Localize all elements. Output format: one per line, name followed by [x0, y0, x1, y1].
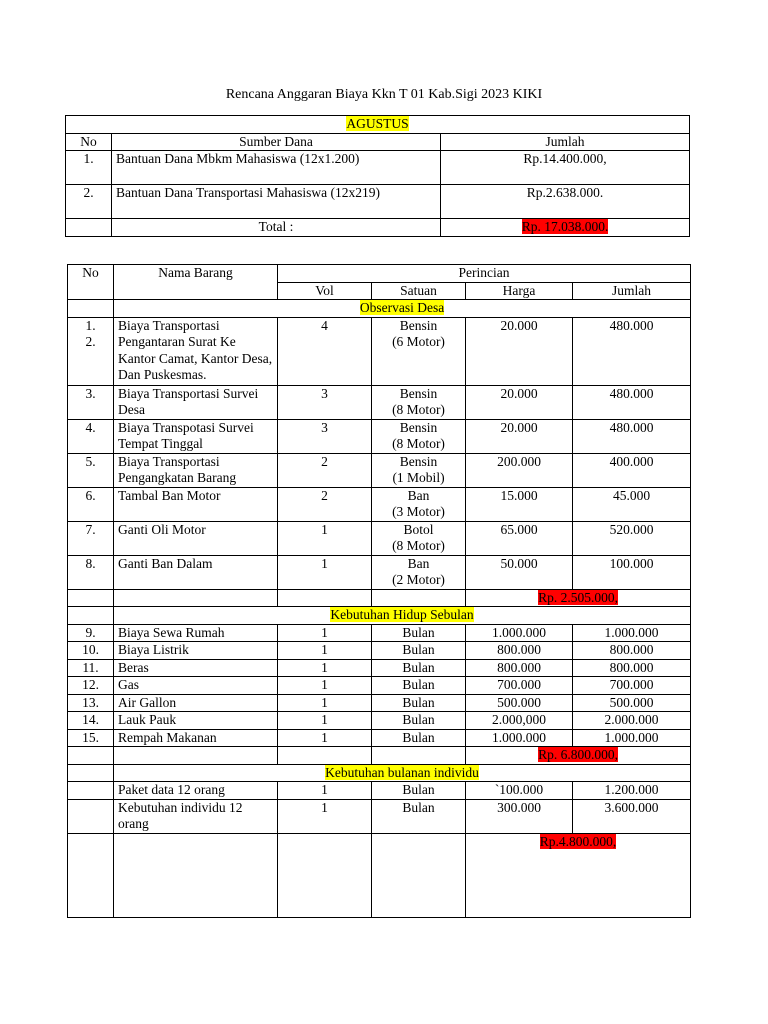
- row-unit: Bulan: [372, 782, 466, 800]
- row-vol: 2: [278, 487, 372, 521]
- table-row: [68, 555, 691, 589]
- row-unit: Botol (8 Motor): [372, 521, 466, 555]
- row-amount: 1.200.000: [573, 782, 691, 800]
- row-amount: 500.000: [573, 694, 691, 712]
- row-source: Bantuan Dana Transportasi Mahasiswa (12x219): [112, 185, 441, 219]
- row-no: [68, 799, 114, 833]
- row-amount: 800.000: [573, 659, 691, 677]
- subtotal-value: Rp.4.800.000,: [539, 833, 617, 849]
- row-price: 300.000: [466, 799, 573, 833]
- col-header-detail: Perincian: [278, 265, 691, 283]
- row-amount: 400.000: [573, 453, 691, 487]
- row-vol: 1: [278, 712, 372, 730]
- subtotal-row: [68, 747, 691, 765]
- row-vol: 1: [278, 782, 372, 800]
- row-amount: 100.000: [573, 555, 691, 589]
- empty-cell: [372, 747, 466, 765]
- empty-cell: [278, 833, 372, 917]
- row-price: 50.000: [466, 555, 573, 589]
- row-no: 3.: [68, 385, 114, 419]
- row-item: Kebutuhan individu 12 orang: [114, 799, 278, 833]
- row-unit: Bensin (1 Mobil): [372, 453, 466, 487]
- row-price: 500.000: [466, 694, 573, 712]
- month-label: AGUSTUS: [346, 116, 409, 131]
- subtotal-row: [68, 833, 691, 917]
- row-unit: Bulan: [372, 677, 466, 695]
- row-unit: Bensin (8 Motor): [372, 419, 466, 453]
- row-no: 8.: [68, 555, 114, 589]
- row-vol: 1: [278, 694, 372, 712]
- subtotal-value: Rp. 2.505.000,: [538, 589, 618, 605]
- row-item: Paket data 12 orang: [114, 782, 278, 800]
- table-row: [68, 712, 691, 730]
- section-title: Kebutuhan bulanan individu: [325, 764, 479, 780]
- row-no: 13.: [68, 694, 114, 712]
- table-row: [68, 694, 691, 712]
- row-item: Ganti Ban Dalam: [114, 555, 278, 589]
- subtotal-row: [68, 589, 691, 607]
- row-vol: 3: [278, 385, 372, 419]
- table-row: [68, 799, 691, 833]
- row-no: 7.: [68, 521, 114, 555]
- table-row: [68, 453, 691, 487]
- table-row: [68, 659, 691, 677]
- row-no: 15.: [68, 729, 114, 747]
- row-unit: Bulan: [372, 729, 466, 747]
- row-amount: 1.000.000: [573, 624, 691, 642]
- row-no: 14.: [68, 712, 114, 730]
- section-row: [68, 300, 691, 318]
- row-price: 2.000,000: [466, 712, 573, 730]
- empty-cell: [372, 833, 466, 917]
- funding-table: [65, 115, 690, 237]
- row-price: 20.000: [466, 385, 573, 419]
- row-amount: 480.000: [573, 385, 691, 419]
- row-unit: Bulan: [372, 642, 466, 660]
- row-unit: Bulan: [372, 712, 466, 730]
- row-price: 200.000: [466, 453, 573, 487]
- row-item: Biaya Transportasi Survei Desa: [114, 385, 278, 419]
- total-cell: [441, 219, 690, 237]
- total-row: [66, 219, 690, 237]
- row-no: 1. 2.: [68, 317, 114, 385]
- section-cell: [114, 607, 691, 625]
- empty-cell: [372, 589, 466, 607]
- col-header-no: No: [66, 133, 112, 151]
- row-price: 20.000: [466, 419, 573, 453]
- row-amount: Rp.2.638.000.: [441, 185, 690, 219]
- row-no: 1.: [66, 151, 112, 185]
- row-amount: Rp.14.400.000,: [441, 151, 690, 185]
- empty-cell: [114, 589, 278, 607]
- row-item: Beras: [114, 659, 278, 677]
- table-row: [68, 521, 691, 555]
- section-cell: [114, 764, 691, 782]
- table-row: [66, 185, 690, 219]
- row-no: 11.: [68, 659, 114, 677]
- row-no: 4.: [68, 419, 114, 453]
- table-row: [68, 487, 691, 521]
- empty-cell: [68, 607, 114, 625]
- row-vol: 1: [278, 555, 372, 589]
- table-row: [68, 642, 691, 660]
- table-row: [68, 385, 691, 419]
- row-amount: 700.000: [573, 677, 691, 695]
- col-header-amount: Jumlah: [441, 133, 690, 151]
- empty-cell: [114, 833, 278, 917]
- col-header-price: Harga: [466, 282, 573, 300]
- row-vol: 1: [278, 677, 372, 695]
- row-unit: Bensin (8 Motor): [372, 385, 466, 419]
- row-item: Gas: [114, 677, 278, 695]
- row-unit: Ban (3 Motor): [372, 487, 466, 521]
- row-vol: 1: [278, 659, 372, 677]
- row-item: Biaya Transportasi Pengantaran Surat Ke Kantor Camat, Kantor Desa, Dan Puskesmas.: [114, 317, 278, 385]
- total-value: Rp. 17.038.000.: [521, 219, 609, 234]
- row-vol: 2: [278, 453, 372, 487]
- row-item: Biaya Listrik: [114, 642, 278, 660]
- row-no: 6.: [68, 487, 114, 521]
- row-no: 2.: [66, 185, 112, 219]
- row-amount: 480.000: [573, 317, 691, 385]
- empty-cell: [68, 747, 114, 765]
- col-header-amount: Jumlah: [573, 282, 691, 300]
- row-vol: 4: [278, 317, 372, 385]
- row-amount: 1.000.000: [573, 729, 691, 747]
- empty-cell: [66, 219, 112, 237]
- row-amount: 800.000: [573, 642, 691, 660]
- row-price: `100.000: [466, 782, 573, 800]
- row-unit: Ban (2 Motor): [372, 555, 466, 589]
- row-price: 20.000: [466, 317, 573, 385]
- row-source: Bantuan Dana Mbkm Mahasiswa (12x1.200): [112, 151, 441, 185]
- empty-cell: [68, 589, 114, 607]
- table-row: [68, 624, 691, 642]
- row-vol: 3: [278, 419, 372, 453]
- row-item: Tambal Ban Motor: [114, 487, 278, 521]
- table-row: [66, 151, 690, 185]
- row-no: 12.: [68, 677, 114, 695]
- col-header-source: Sumber Dana: [112, 133, 441, 151]
- row-item: Lauk Pauk: [114, 712, 278, 730]
- row-no: 9.: [68, 624, 114, 642]
- row-unit: Bensin (6 Motor): [372, 317, 466, 385]
- section-title: Observasi Desa: [359, 300, 445, 315]
- row-amount: 480.000: [573, 419, 691, 453]
- row-item: Biaya Transportasi Pengangkatan Barang: [114, 453, 278, 487]
- row-no: 10.: [68, 642, 114, 660]
- row-price: 800.000: [466, 642, 573, 660]
- table-row: [68, 677, 691, 695]
- table-row: [68, 782, 691, 800]
- row-price: 1.000.000: [466, 729, 573, 747]
- section-row: [68, 607, 691, 625]
- row-amount: 2.000.000: [573, 712, 691, 730]
- row-vol: 1: [278, 729, 372, 747]
- subtotal-value: Rp. 6.800.000,: [538, 747, 618, 762]
- col-header-unit: Satuan: [372, 282, 466, 300]
- row-vol: 1: [278, 521, 372, 555]
- header-row: [68, 265, 691, 283]
- month-header: [66, 116, 690, 134]
- table-row: [68, 317, 691, 385]
- total-label: Total :: [112, 219, 441, 237]
- subtotal-cell: [466, 833, 691, 917]
- row-unit: Bulan: [372, 624, 466, 642]
- row-vol: 1: [278, 624, 372, 642]
- subtotal-cell: [466, 747, 691, 765]
- row-price: 65.000: [466, 521, 573, 555]
- row-price: 1.000.000: [466, 624, 573, 642]
- row-vol: 1: [278, 642, 372, 660]
- table-row: [68, 729, 691, 747]
- col-header-no: No: [68, 265, 114, 300]
- section-cell: [114, 300, 691, 318]
- table-row: [68, 419, 691, 453]
- row-vol: 1: [278, 799, 372, 833]
- row-unit: Bulan: [372, 659, 466, 677]
- col-header-vol: Vol: [278, 282, 372, 300]
- section-title: Kebutuhan Hidup Sebulan: [330, 607, 474, 622]
- row-price: 800.000: [466, 659, 573, 677]
- row-unit: Bulan: [372, 694, 466, 712]
- empty-cell: [68, 833, 114, 917]
- col-header-item: Nama Barang: [114, 265, 278, 300]
- empty-cell: [278, 747, 372, 765]
- row-amount: 520.000: [573, 521, 691, 555]
- row-item: Biaya Transpotasi Survei Tempat Tinggal: [114, 419, 278, 453]
- budget-table: [67, 264, 691, 918]
- empty-cell: [68, 764, 114, 782]
- row-price: 700.000: [466, 677, 573, 695]
- row-item: Rempah Makanan: [114, 729, 278, 747]
- empty-cell: [278, 589, 372, 607]
- row-no: [68, 782, 114, 800]
- row-no: 5.: [68, 453, 114, 487]
- empty-cell: [114, 747, 278, 765]
- row-price: 15.000: [466, 487, 573, 521]
- empty-cell: [68, 300, 114, 318]
- row-amount: 3.600.000: [573, 799, 691, 833]
- section-row: [68, 764, 691, 782]
- row-item: Biaya Sewa Rumah: [114, 624, 278, 642]
- row-amount: 45.000: [573, 487, 691, 521]
- row-unit: Bulan: [372, 799, 466, 833]
- subtotal-cell: [466, 589, 691, 607]
- row-item: Ganti Oli Motor: [114, 521, 278, 555]
- document-title: Rencana Anggaran Biaya Kkn T 01 Kab.Sigi 2023 KIKI: [225, 87, 543, 102]
- row-item: Air Gallon: [114, 694, 278, 712]
